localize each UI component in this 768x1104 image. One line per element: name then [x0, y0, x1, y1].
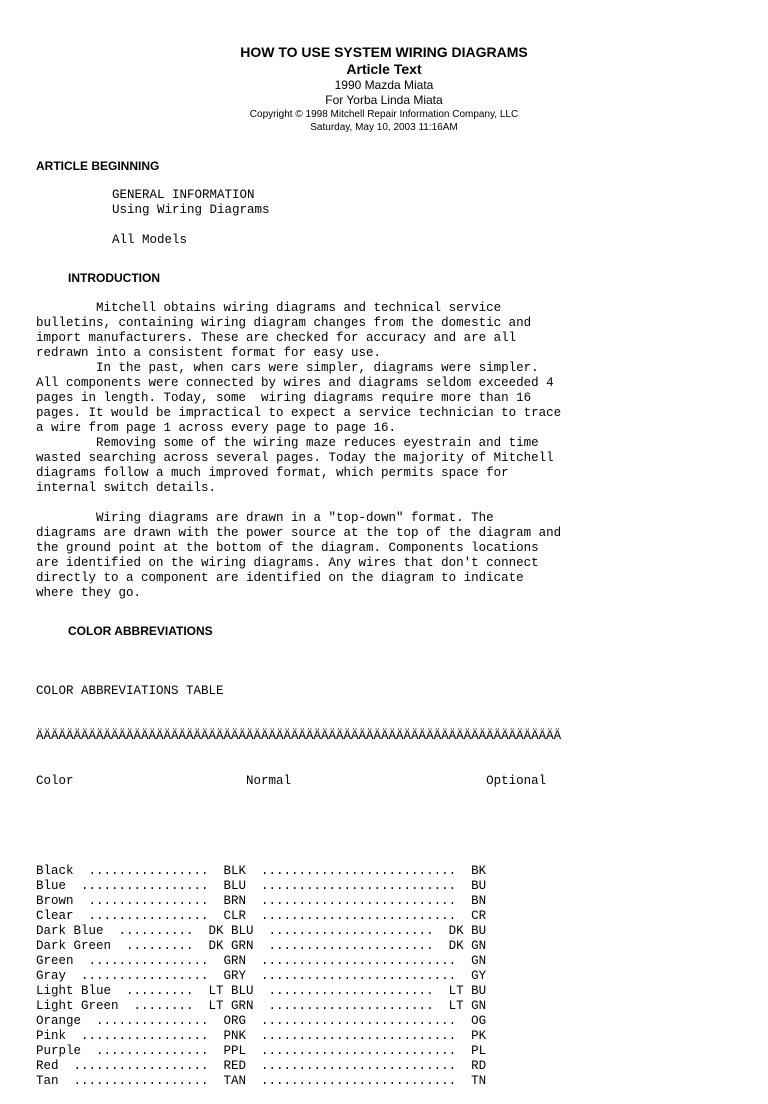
table-row: Blue ................. BLU .......................... BU [36, 879, 487, 893]
top-down-paragraph: Wiring diagrams are drawn in a "top-down" format. The diagrams are drawn with the power source at the top of the diagram and the ground point at the bottom of the diagram. Components locations are identified on the wiring diagrams. Any wires that don't connect directly to a component are identified on the diagram to indicate where they go. [36, 511, 562, 600]
date-line: Saturday, May 10, 2003 11:16AM [310, 122, 458, 133]
color-abbreviations-heading: COLOR ABBREVIATIONS [68, 624, 213, 638]
table-row: Red .................. RED .......................... RD [36, 1059, 487, 1073]
introduction-paragraphs: Mitchell obtains wiring diagrams and technical service bulletins, containing wiring diagram changes from the domestic and import manufacturers. These are checked for accuracy and are all redrawn into a consistent format for easy use. In the past, when cars were simpler, diagrams were simpler. All components were connected by wires and diagrams seldom exceeded 4 pages in length. Today, some wiring diagrams require more than 16 pages. It would be impractical to expect a service technician to trace a wire from page 1 across every page to page 16. Removing some of the wiring maze reduces eyestrain and time wasted searching across several pages. Today the majority of Mitchell diagrams follow a much improved format, which permits space for internal switch details. [36, 301, 562, 495]
article-beginning-heading: ARTICLE BEGINNING [36, 159, 160, 173]
table-title: COLOR ABBREVIATIONS TABLE [36, 684, 224, 698]
table-row: Black ................ BLK .......................... BK [36, 864, 487, 878]
table-row: Tan .................. TAN .......................... TN [36, 1074, 487, 1088]
table-row: Green ................ GRN .......................... GN [36, 954, 487, 968]
customer-line: For Yorba Linda Miata [325, 93, 443, 107]
table-row: Dark Green ......... DK GRN ...................... DK GN [36, 939, 487, 953]
table-row: Dark Blue .......... DK BLU ...................... DK BU [36, 924, 487, 938]
table-spacer [36, 819, 561, 834]
table-row: Pink ................. PNK .......................... PK [36, 1029, 487, 1043]
copyright-line: Copyright © 1998 Mitchell Repair Information Company, LLC [249, 109, 519, 120]
document-subtitle: Article Text [346, 61, 422, 77]
color-abbreviations-table [36, 654, 561, 1104]
table-row: Clear ................ CLR .......................... CR [36, 909, 487, 923]
table-row: Gray ................. GRY .......................... GY [36, 969, 487, 983]
table-column-header: Color Normal Optional [36, 774, 547, 788]
table-row: Light Blue ......... LT BLU ...................... LT BU [36, 984, 487, 998]
using-wiring-line: Using Wiring Diagrams [112, 203, 270, 217]
document-title: HOW TO USE SYSTEM WIRING DIAGRAMS [240, 44, 528, 60]
document-header [0, 44, 768, 134]
table-row: Purple ............... PPL .......................... PL [36, 1044, 487, 1058]
introduction-heading: INTRODUCTION [68, 271, 160, 285]
table-row: Brown ................ BRN .......................... BN [36, 894, 487, 908]
vehicle-line: 1990 Mazda Miata [334, 78, 434, 92]
table-row: Orange ............... ORG .......................... OG [36, 1014, 487, 1028]
table-rule: ÄÄÄÄÄÄÄÄÄÄÄÄÄÄÄÄÄÄÄÄÄÄÄÄÄÄÄÄÄÄÄÄÄÄÄÄÄÄÄÄÄÄÄÄÄÄÄÄÄÄÄÄÄÄÄÄÄÄÄÄÄÄÄÄÄÄÄÄÄÄ [36, 729, 562, 743]
general-info-line: GENERAL INFORMATION [112, 188, 255, 202]
table-rows [36, 864, 561, 1089]
table-row: Light Green ........ LT GRN ...................... LT GN [36, 999, 487, 1013]
all-models-line: All Models [112, 233, 188, 247]
